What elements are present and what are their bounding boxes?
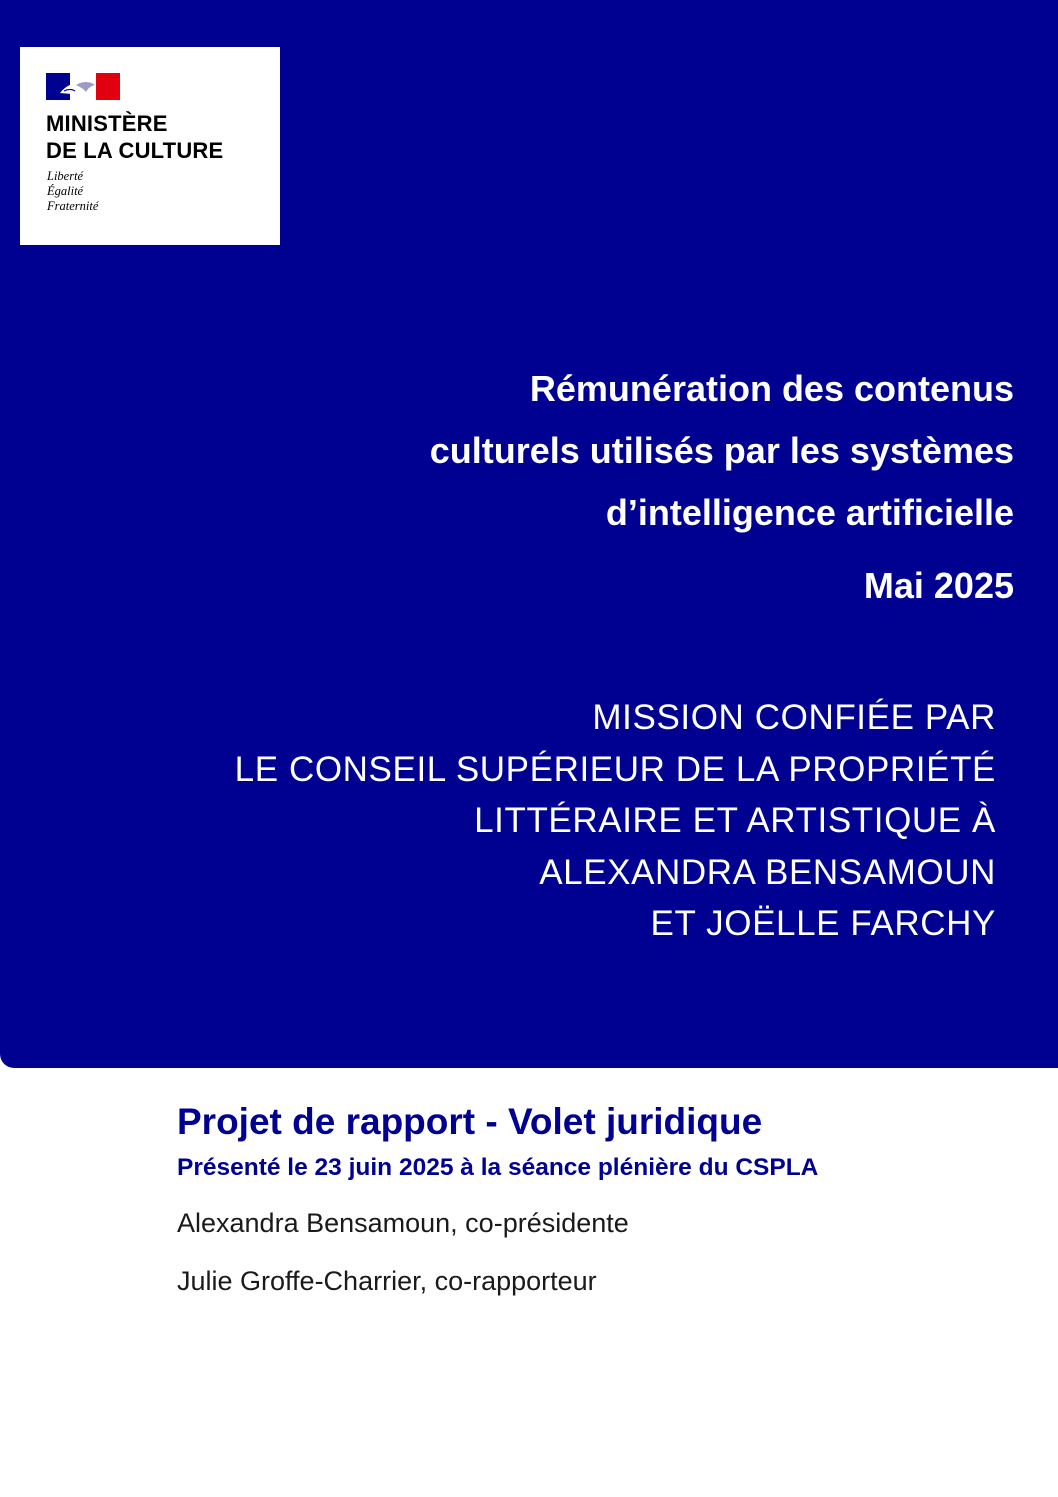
mission-line-3: LITTÉRAIRE ET ARTISTIQUE À [474,801,996,840]
report-title-line-1: Rémunération des contenus [529,368,1014,409]
report-title-line-3: d’intelligence artificielle [605,492,1014,533]
report-title-line-2: culturels utilisés par les systèmes [429,430,1014,471]
motto-egalite: Égalité [47,184,84,198]
mission-line-1: MISSION CONFIÉE PAR [592,698,996,737]
report-details [177,1096,1037,1298]
marianne-flag-icon [46,73,120,100]
author-co-rapporteur: Julie Groffe-Charrier, co-rapporteur [177,1266,597,1296]
draft-title: Projet de rapport - Volet juridique [177,1101,763,1142]
report-title [114,358,1014,544]
ministry-name-line-2: DE LA CULTURE [46,138,224,163]
ministry-name-line-1: MINISTÈRE [46,111,168,136]
motto-fraternite: Fraternité [47,199,99,213]
motto-liberte: Liberté [47,169,84,183]
mission-line-4: ALEXANDRA BENSAMOUN [539,852,996,892]
republic-motto [47,169,98,214]
report-date: Mai 2025 [863,565,1014,606]
author-co-president: Alexandra Bensamoun, co-présidente [177,1208,629,1238]
mission-line-2: LE CONSEIL SUPÉRIEUR DE LA PROPRIÉTÉ [234,749,996,789]
mission-statement [46,692,996,950]
ministry-logo [20,47,280,245]
ministry-name [46,110,223,164]
mission-line-5: ET JOËLLE FARCHY [650,904,996,943]
presentation-note: Présenté le 23 juin 2025 à la séance plénière du CSPLA [177,1154,819,1181]
